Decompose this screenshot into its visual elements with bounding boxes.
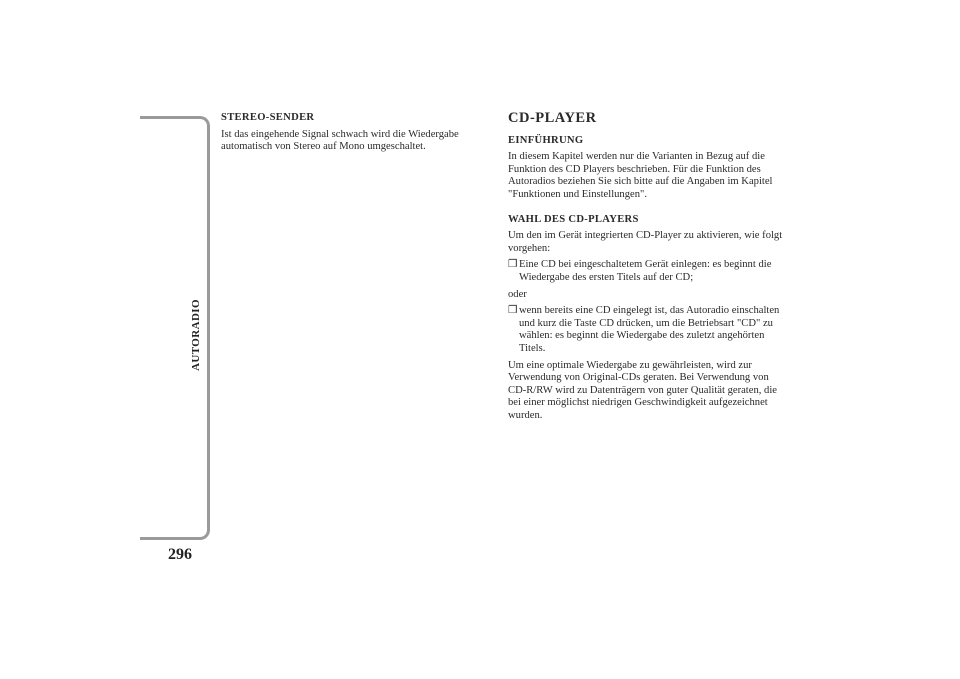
- bullet-item: [508, 305, 786, 355]
- left-column: [221, 112, 471, 162]
- stereo-sender-text: Ist das eingehende Signal schwach wird die Wiedergabe automatisch von Stereo auf Mono umgeschaltet.: [221, 128, 459, 153]
- bullet-box-icon: ❒: [508, 259, 518, 271]
- bullet-text: wenn bereits eine CD eingelegt ist, das Autoradio einschalten und kurz die Taste CD drücken, um die Betriebsart "CD" zu wählen: es beginnt die Wiedergabe des zuletzt angehörten Titels.: [519, 305, 780, 354]
- chapter-side-label: AUTORADIO: [190, 299, 202, 371]
- or-text: oder: [508, 288, 527, 300]
- stereo-sender-heading: STEREO-SENDER: [221, 112, 315, 123]
- closing-text: Um eine optimale Wiedergabe zu gewährleisten, wird zur Verwendung von Original-CDs geraten. Bei Verwendung von CD-R/RW wird zu Datenträgern von guter Qualität geraten, die bei einer möglichst niedrigen Geschwindigkeit aufgezeichnet wurden.: [508, 359, 777, 421]
- cd-player-selection-heading: WAHL DES CD-PLAYERS: [508, 213, 639, 225]
- bullet-item: [508, 259, 786, 284]
- cd-player-title: CD-PLAYER: [508, 110, 597, 126]
- bullet-text: Eine CD bei eingeschaltetem Gerät einlegen: es beginnt die Wiedergabe des ersten Titels auf der CD;: [519, 259, 772, 283]
- bullet-box-icon: ❒: [508, 305, 518, 317]
- right-column: [508, 112, 786, 430]
- introduction-heading: EINFÜHRUNG: [508, 134, 584, 146]
- page-number: 296: [168, 546, 192, 563]
- cd-player-selection-text: Um den im Gerät integrierten CD-Player zu aktivieren, wie folgt vorgehen:: [508, 230, 783, 254]
- introduction-text: In diesem Kapitel werden nur die Varianten in Bezug auf die Funktion des CD Players beschrieben. Für die Funktion des Autoradios beziehen Sie sich bitte auf die Angaben im Kapitel "Funktionen und Einstellungen".: [508, 151, 773, 200]
